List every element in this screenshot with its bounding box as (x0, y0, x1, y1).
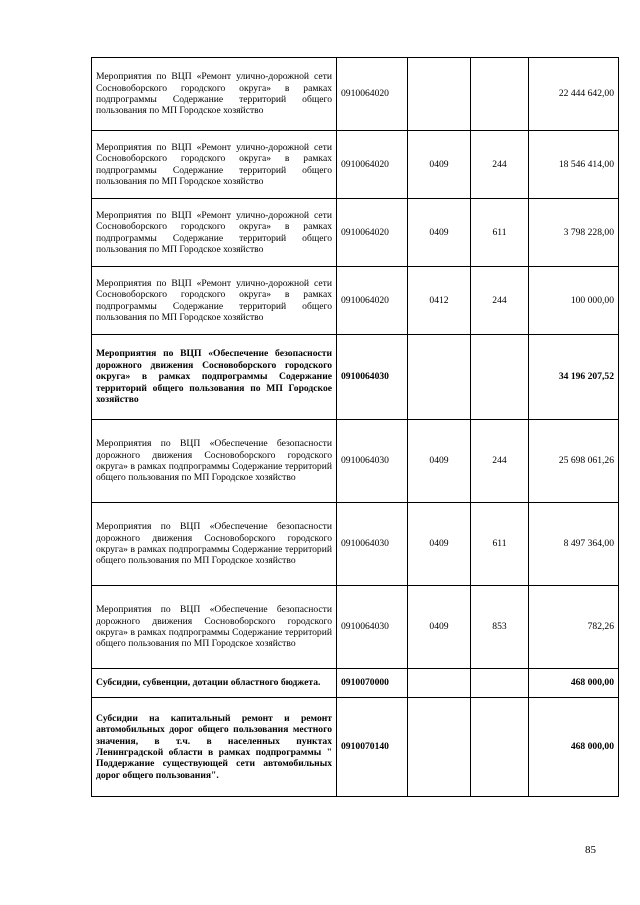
section-code (408, 335, 471, 420)
row-description: Мероприятия по ВЦП «Обеспечение безопасности дорожного движения Сосновоборского городского округа» в рамках подпрограммы Содержание территорий общего пользования по МП Городское хозяйство (92, 420, 337, 503)
table-row (92, 131, 619, 199)
target-article-code: 0910064030 (337, 335, 408, 420)
amount-value: 25 698 061,26 (529, 420, 619, 503)
target-article-code: 0910064030 (337, 586, 408, 669)
budget-table (91, 57, 619, 797)
amount-value: 100 000,00 (529, 267, 619, 335)
target-article-code: 0910070000 (337, 669, 408, 698)
expense-type-code: 853 (471, 586, 529, 669)
row-description: Субсидии, субвенции, дотации областного бюджета. (92, 669, 337, 698)
expense-type-code (471, 58, 529, 131)
row-description: Мероприятия по ВЦП «Ремонт улично-дорожной сети Сосновоборского городского округа» в рамках подпрограммы Содержание территорий общего пользования по МП Городское хозяйство (92, 199, 337, 267)
expense-type-code: 244 (471, 420, 529, 503)
target-article-code: 0910064020 (337, 199, 408, 267)
table-row (92, 335, 619, 420)
target-article-code: 0910064020 (337, 131, 408, 199)
section-code: 0409 (408, 503, 471, 586)
row-description: Мероприятия по ВЦП «Ремонт улично-дорожной сети Сосновоборского городского округа» в рамках подпрограммы Содержание территорий общего пользования по МП Городское хозяйство (92, 267, 337, 335)
section-code (408, 698, 471, 797)
row-description: Субсидии на капитальный ремонт и ремонт автомобильных дорог общего пользования местного значения, в т.ч. в населенных пунктах Ленинградской области в рамках подпрограммы " Поддержание существующей сети автомобильных дорог общего пользования". (92, 698, 337, 797)
expense-type-code (471, 335, 529, 420)
amount-value: 22 444 642,00 (529, 58, 619, 131)
expense-type-code: 611 (471, 199, 529, 267)
amount-value: 468 000,00 (529, 698, 619, 797)
expense-type-code: 244 (471, 131, 529, 199)
section-code: 0412 (408, 267, 471, 335)
expense-type-code: 244 (471, 267, 529, 335)
amount-value: 8 497 364,00 (529, 503, 619, 586)
section-code (408, 58, 471, 131)
expense-type-code (471, 698, 529, 797)
row-description: Мероприятия по ВЦП «Обеспечение безопасности дорожного движения Сосновоборского городского округа» в рамках подпрограммы Содержание территорий общего пользования по МП Городское хозяйство (92, 335, 337, 420)
amount-value: 3 798 228,00 (529, 199, 619, 267)
target-article-code: 0910064030 (337, 420, 408, 503)
section-code: 0409 (408, 131, 471, 199)
table-row (92, 58, 619, 131)
row-description: Мероприятия по ВЦП «Ремонт улично-дорожной сети Сосновоборского городского округа» в рамках подпрограммы Содержание территорий общего пользования по МП Городское хозяйство (92, 131, 337, 199)
target-article-code: 0910064030 (337, 503, 408, 586)
row-description: Мероприятия по ВЦП «Ремонт улично-дорожной сети Сосновоборского городского округа» в рамках подпрограммы Содержание территорий общего пользования по МП Городское хозяйство (92, 58, 337, 131)
section-code (408, 669, 471, 698)
table-row (92, 698, 619, 797)
row-description: Мероприятия по ВЦП «Обеспечение безопасности дорожного движения Сосновоборского городского округа» в рамках подпрограммы Содержание территорий общего пользования по МП Городское хозяйство (92, 503, 337, 586)
section-code: 0409 (408, 199, 471, 267)
amount-value: 18 546 414,00 (529, 131, 619, 199)
amount-value: 34 196 207,52 (529, 335, 619, 420)
table-row (92, 669, 619, 698)
expense-type-code (471, 669, 529, 698)
row-description: Мероприятия по ВЦП «Обеспечение безопасности дорожного движения Сосновоборского городского округа» в рамках подпрограммы Содержание территорий общего пользования по МП Городское хозяйство (92, 586, 337, 669)
section-code: 0409 (408, 420, 471, 503)
section-code: 0409 (408, 586, 471, 669)
table-row (92, 503, 619, 586)
target-article-code: 0910070140 (337, 698, 408, 797)
table-row (92, 420, 619, 503)
table-row (92, 199, 619, 267)
amount-value: 468 000,00 (529, 669, 619, 698)
target-article-code: 0910064020 (337, 58, 408, 131)
amount-value: 782,26 (529, 586, 619, 669)
expense-type-code: 611 (471, 503, 529, 586)
table-row (92, 267, 619, 335)
table-row (92, 586, 619, 669)
page-number: 85 (585, 844, 596, 856)
target-article-code: 0910064020 (337, 267, 408, 335)
